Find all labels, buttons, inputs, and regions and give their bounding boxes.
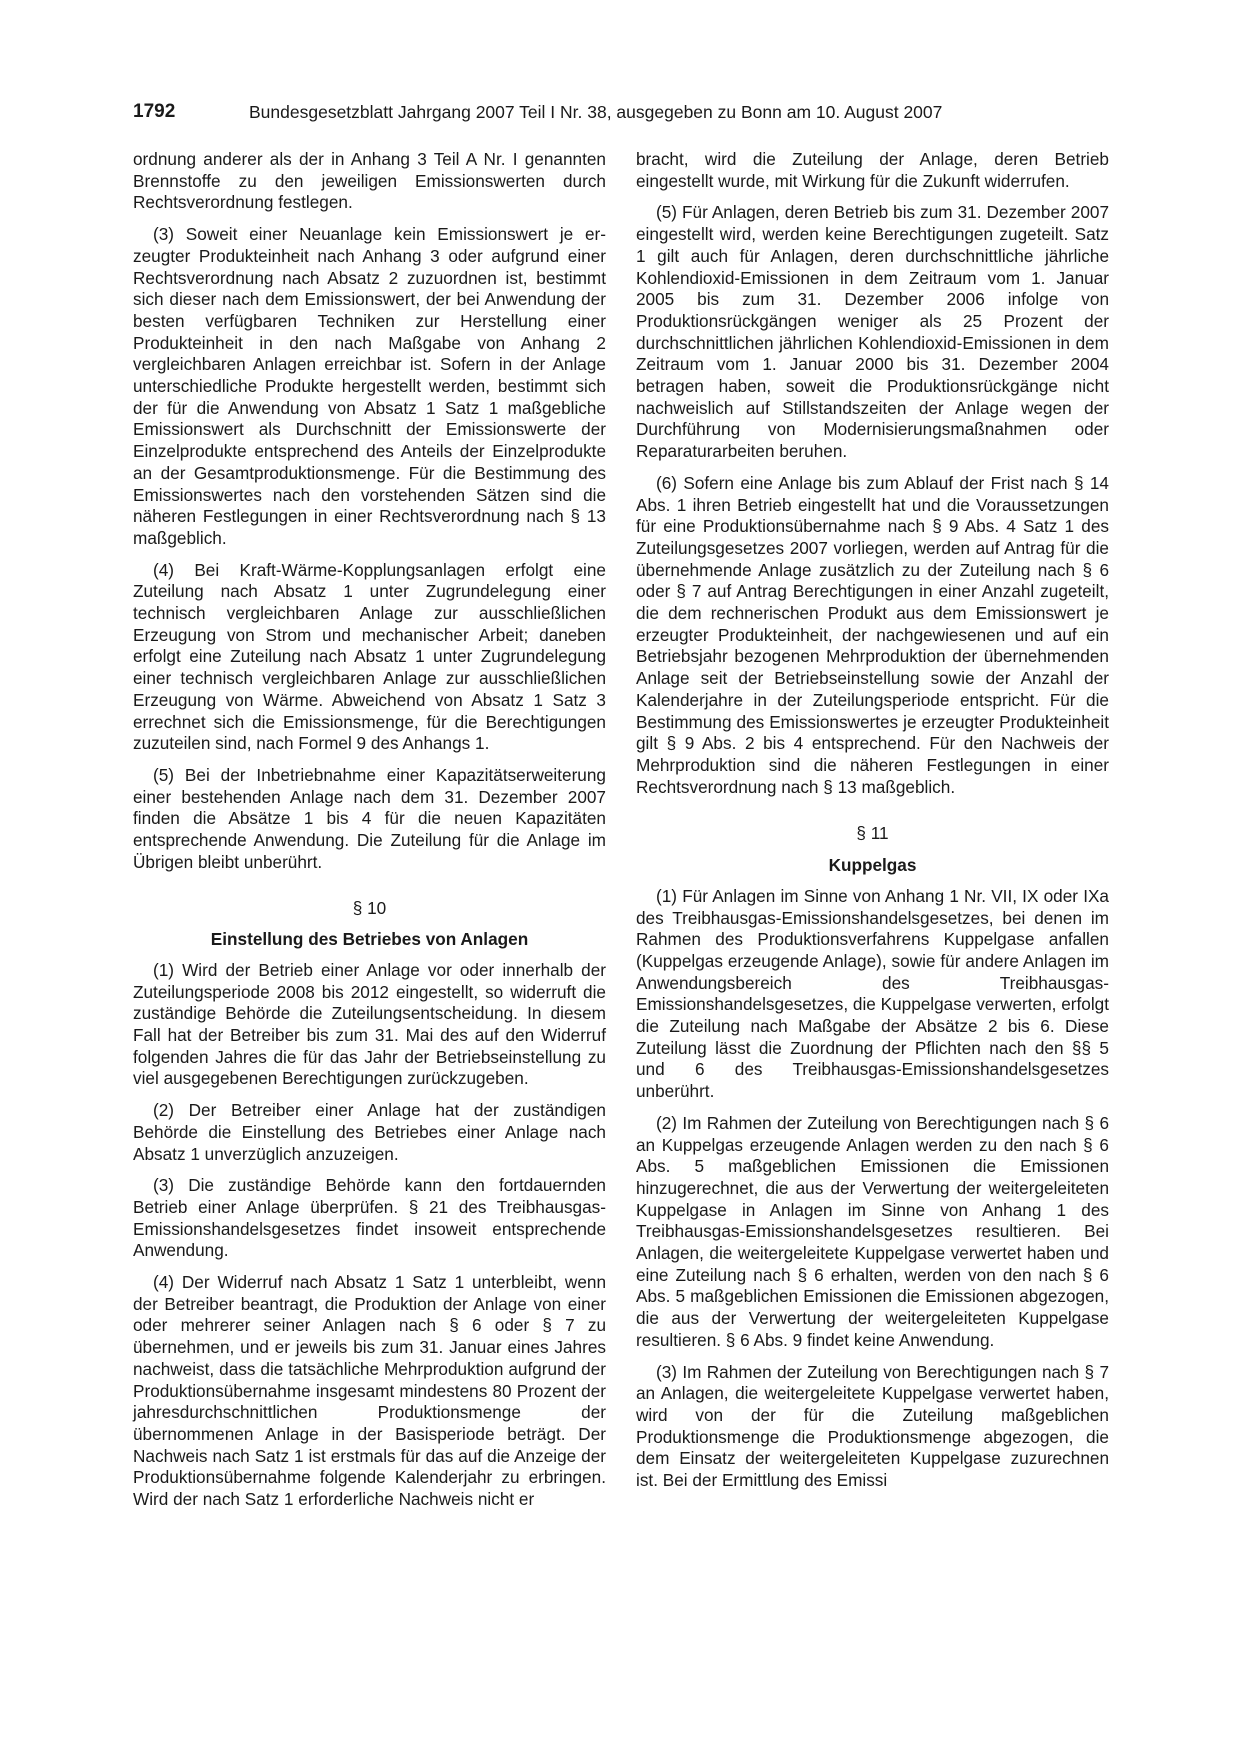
paragraph-9-5: (5) Bei der Inbetriebnahme einer Kapazitätserweiterung einer bestehenden Anlage nach dem 31. Dezember 2007 finden die Absätze 1 bis 4 für die neuen Kapazitäten entsprechende Anwendung. Die Zuteilung für die Anlage im Übrigen bleibt unberührt. [133, 764, 606, 872]
paragraph-11-1: (1) Für Anlagen im Sinne von Anhang 1 Nr. VII, IX oder IXa des Treibhausgas-Emissionshandelsgesetzes, bei denen im Rahmen des Produktionsverfahrens Kuppelgase anfallen (Kuppelgas erzeugende Anlage), sowie für andere Anlagen im Anwendungsbereich des Treibhausgas-Emissionshandelsgesetzes, die Kuppelgase verwerten, erfolgt die Zuteilung nach Maßgabe der Absätze 2 bis 6. Diese Zuteilung lässt die Zuordnung der Pflichten nach den §§ 5 und 6 des Treibhausgas-Emissionshandelsgesetzes unberührt. [636, 885, 1109, 1102]
paragraph-10-6: (6) Sofern eine Anlage bis zum Ablauf der Frist nach § 14 Abs. 1 ihren Betrieb eingestellt hat und die Voraussetzungen für eine Produktionsübernahme nach § 9 Abs. 4 Satz 1 des Zuteilungsgesetzes 2007 vorliegen, werden auf Antrag für die übernehmende Anlage zusätzlich zu der Zuteilung nach § 6 oder § 7 auf Antrag Berechtigungen in einer Anzahl zugeteilt, die dem rechnerischen Produkt aus dem Emissionswert je erzeugter Produkteinheit, der nachgewiesenen und auf ein Betriebsjahr bezogenen Mehrproduktion der übernehmenden Anlage seit der Betriebseinstellung sowie der Anzahl der Kalenderjahre in der Zuteilungsperiode entspricht. Für die Bestimmung des Emissionswertes je erzeugter Produkteinheit gilt § 9 Abs. 2 bis 4 entsprechend. Für den Nachweis der Mehrproduktion sind die näheren Festlegungen in einer Rechtsverordnung nach § 13 maßgeblich. [636, 472, 1109, 797]
paragraph-10-4: (4) Der Widerruf nach Absatz 1 Satz 1 unterbleibt, wenn der Betreiber beantragt, die Produktion der Anlage von einer oder mehrerer seiner Anlagen nach § 6 oder § 7 zu übernehmen, und er jeweils bis zum 31. Januar eines Jahres nachweist, dass die tatsächliche Mehrproduktion aufgrund der Produktionsübernahme insgesamt mindestens 80 Prozent der jahresdurchschnittlichen Produktionsmenge der übernommenen Anlage in der Basisperiode beträgt. Der Nachweis nach Satz 1 ist erstmals für das auf die Anzeige der Produktionsübernahme folgende Kalenderjahr zu erbringen. Wird der nach Satz 1 erforderliche Nachweis nicht er [133, 1272, 606, 1510]
section-10-title: Einstellung des Betriebes von Anlagen [210, 929, 529, 950]
paragraph-9-4: (4) Bei Kraft-Wärme-Kopplungsanlagen erfolgt eine Zuteilung nach Absatz 1 unter Zugrundelegung einer technisch vergleichbaren Anlage zur ausschließlichen Erzeugung von Strom und mechanischer Arbeit; daneben erfolgt eine Zuteilung nach Absatz 1 unter Zugrundelegung einer technisch vergleichbaren Anlage zur ausschließlichen Erzeugung von Wärme. Abweichend von Absatz 1 Satz 3 errechnet sich die Emissionsmenge, für die Berechtigungen zuzuteilen sind, nach Formel 9 des Anhangs 1. [133, 559, 606, 754]
section-11-number: § 11 [856, 823, 889, 844]
section-11-title: Kuppelgas [828, 855, 917, 876]
paragraph-11-3: (3) Im Rahmen der Zuteilung von Berechtigungen nach § 7 an Anlagen, die weitergeleitete Kuppelgase verwertet haben, wird von der für die Zuteilung maßgeblichen Produktionsmenge die Produktionsmenge abgezogen, die dem Einsatz der weitergeleiteten Kuppelgase zuzurechnen ist. Bei der Ermittlung des Emissi [636, 1361, 1109, 1491]
section-10-number: § 10 [352, 897, 387, 918]
paragraph-10-5: (5) Für Anlagen, deren Betrieb bis zum 31. Dezember 2007 eingestellt wird, werden keine Berechtigungen zugeteilt. Satz 1 gilt auch für Anlagen, deren durchschnittliche jährliche Kohlendioxid-Emissionen in dem Zeitraum vom 1. Januar 2005 bis zum 31. Dezember 2006 infolge von Produktionsrückgängen weniger als 25 Prozent der durchschnittlichen jährlichen Kohlendioxid-Emissionen in dem Zeitraum vom 1. Januar 2000 bis 31. Dezember 2004 betragen haben, soweit die Produktionsrückgänge nicht nachweislich auf Stillstandszeiten der Anlage wegen der Durchführung von Modernisierungsmaßnahmen oder Reparaturarbeiten beruhen. [636, 202, 1109, 462]
paragraph-10-3: (3) Die zuständige Behörde kann den fortdauernden Betrieb einer Anlage überprüfen. § 21 des Treibhausgas-Emissionshandelsgesetzes findet insoweit entsprechende Anwendung. [133, 1175, 606, 1261]
paragraph-10-1: (1) Wird der Betrieb einer Anlage vor oder innerhalb der Zuteilungsperiode 2008 bis 2012 eingestellt, so widerruft die zuständige Behörde die Zuteilungsentscheidung. In diesem Fall hat der Betreiber bis zum 31. Mai des auf den Widerruf folgenden Jahres die für das Jahr der Betriebseinstellung zu viel ausgegebenen Berechtigungen zurückzugeben. [133, 959, 606, 1089]
left-column [133, 149, 606, 1521]
page-header [133, 101, 1108, 127]
paragraph-9-3: (3) Soweit einer Neuanlage kein Emissionswert je erzeugter Produkteinheit nach Anhang 3 oder aufgrund einer Rechtsverordnung nach Absatz 2 zuzuordnen ist, bestimmt sich dieser nach dem Emissionswert, der bei Anwendung der besten verfügbaren Techniken zur Herstellung einer Produkteinheit in den nach Maßgabe von Anhang 2 vergleichbaren Anlagen erreichbar ist. Sofern in der Anlage unterschiedliche Produkte hergestellt werden, bestimmt sich der für die Anwendung von Absatz 1 Satz 1 maßgebliche Emissionswert als Durchschnitt der Emissionswerte der Einzelprodukte entsprechend des Anteils der Einzelprodukte an der Gesamtproduktionsmenge. Für die Bestimmung des Emissionswertes nach den vorstehenden Sätzen sind die näheren Festlegungen in einer Rechtsverordnung nach § 13 maßgeblich. [133, 224, 606, 548]
right-column [636, 149, 1109, 1502]
page-number: 1792 [133, 101, 176, 122]
paragraph-10-2: (2) Der Betreiber einer Anlage hat der zuständigen Behörde die Einstellung des Betriebes einer Anlage nach Absatz 1 unverzüglich anzuzeigen. [133, 1100, 606, 1164]
paragraph-11-2: (2) Im Rahmen der Zuteilung von Berechtigungen nach § 6 an Kuppelgas erzeugende Anlagen werden zu den nach § 6 Abs. 5 maßgeblichen Emissionen die Emissionen hinzugerechnet, die aus der Verwertung der weitergeleiteten Kuppelgase in Anlagen im Sinne von Anhang 1 des Treibhausgas-Emissionshandelsgesetzes resultieren. Bei Anlagen, die weitergeleitete Kuppelgase verwertet haben und eine Zuteilung nach § 6 erhalten, werden von den nach § 6 Abs. 5 maßgeblichen Emissionen die Emissionen abgezogen, die aus der Verwertung der weitergeleiteten Kuppelgase resultieren. § 6 Abs. 9 findet keine Anwendung. [636, 1112, 1109, 1350]
continued-paragraph: ordnung anderer als der in Anhang 3 Teil A Nr. I genannten Brennstoffe zu den jeweiligen Emissionswerten durch Rechtsverordnung festlegen. [133, 149, 606, 213]
continued-paragraph: bracht, wird die Zuteilung der Anlage, deren Betrieb eingestellt wurde, mit Wirkung für die Zukunft widerrufen. [636, 149, 1109, 191]
running-head: Bundesgesetzblatt Jahrgang 2007 Teil I Nr. 38, ausgegeben zu Bonn am 10. August 2007 [249, 102, 943, 122]
